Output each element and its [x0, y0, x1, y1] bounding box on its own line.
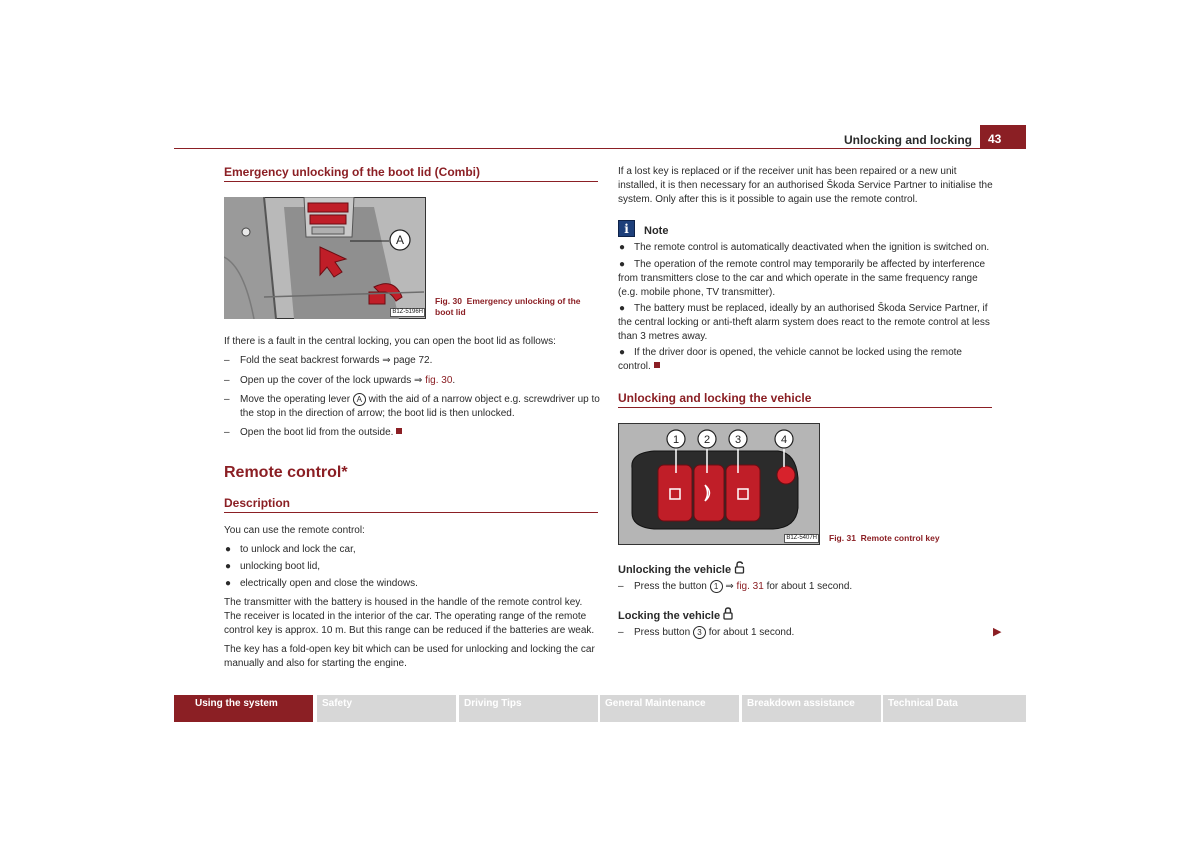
callout-a: A [395, 233, 405, 247]
note-item-interference: ● The operation of the remote control may temporarily be affected by interference from transmitters close to the car and which operate in the same frequency range (e.g. mobile phone, TV transmitter). [618, 259, 986, 298]
nav-tab-general-maintenance[interactable]: General Maintenance [600, 695, 739, 722]
note-item-deactivated: ● The remote control is automatically deactivated when the ignition is switched on. [619, 242, 990, 253]
step-open-cover: – Open up the cover of the lock upwards ⇒ fig. 30. [224, 375, 456, 386]
figure-code: B1Z-5196H [392, 309, 423, 315]
unlocking-vehicle-heading: Unlocking the vehicle [618, 561, 746, 576]
end-marker [654, 362, 660, 368]
bullet-boot-lid: ● unlocking boot lid, [225, 561, 321, 572]
unlocked-padlock-icon [734, 561, 746, 574]
step-move-lever: – Move the operating lever A with the aid of a narrow object e.g. screwdriver up to the stop in the direction of arrow; the boot lid is then unlocked. [224, 394, 600, 419]
nav-tab-safety[interactable]: Safety [317, 695, 456, 722]
caption-text: Emergency unlocking of the boot lid [435, 296, 581, 317]
nav-tab-breakdown-assistance[interactable]: Breakdown assistance [742, 695, 881, 722]
nav-tab-driving-tips[interactable]: Driving Tips [459, 695, 598, 722]
nav-tab-using-the-system[interactable]: Using the system [174, 695, 313, 722]
key-bit-paragraph: The key has a fold-open key bit which can be used for unlocking and locking the car manually and also for starting the engine. [224, 644, 595, 669]
figure-31-remote-key [618, 423, 820, 545]
note-item-driver-door: ● If the driver door is opened, the vehicle cannot be locked using the remote control. [618, 347, 962, 372]
section-rule [224, 512, 598, 513]
remote-control-heading: Remote control* [224, 464, 348, 481]
callout-a-inline: A [353, 393, 366, 406]
fig-31-link[interactable]: fig. 31 [733, 581, 764, 592]
note-item-battery: ● The battery must be replaced, ideally by an authorised Škoda Service Partner, if the central locking or anti-theft alarm system does react to the remote control at less than 3 metres away. [618, 303, 990, 342]
callout-3: 3 [734, 434, 742, 446]
unlocking-locking-heading: Unlocking and locking the vehicle [618, 391, 812, 405]
caption-number: Fig. 31 [829, 533, 856, 543]
figure-31-caption [829, 533, 989, 544]
callout-1-inline: 1 [710, 580, 723, 593]
emergency-intro: If there is a fault in the central locking, you can open the boot lid as follows: [224, 336, 556, 347]
info-icon: i [618, 220, 635, 237]
page-number: 43 [980, 125, 1026, 148]
step-open-boot: – Open the boot lid from the outside. [224, 426, 600, 440]
end-marker [396, 428, 402, 434]
callout-2: 2 [703, 434, 711, 446]
callout-1: 1 [672, 434, 680, 446]
caption-text: Remote control key [860, 533, 940, 543]
locking-vehicle-heading: Locking the vehicle [618, 607, 733, 622]
figure-code: B1Z-5407H [786, 535, 817, 541]
section-rule [224, 181, 598, 182]
locked-padlock-icon [723, 607, 733, 620]
bullet-windows: ● electrically open and close the windows. [225, 578, 418, 589]
bullet-unlock-lock: ● to unlock and lock the car, [225, 544, 356, 555]
step-fold-seat: – Fold the seat backrest forwards ⇒ page 72. [224, 355, 433, 366]
remote-intro: You can use the remote control: [224, 525, 365, 536]
remote-key-illustration [618, 423, 820, 545]
callout-4: 4 [780, 434, 788, 446]
figure-30-caption [435, 296, 595, 318]
running-title: Unlocking and locking [843, 133, 972, 147]
figure-30-boot-lid [224, 197, 426, 319]
note-title: Note [644, 225, 669, 237]
initialise-paragraph: If a lost key is replaced or if the receiver unit has been repaired or a new unit installed, it is then necessary for an authorised Škoda Service Partner to initialise the system. Only after this is it possible to again use the remote control. [618, 166, 993, 205]
boot-lid-illustration [224, 197, 426, 319]
callout-3-inline: 3 [693, 626, 706, 639]
description-heading: Description [224, 496, 291, 510]
step-press-button-3: – Press button 3 for about 1 second. [618, 627, 795, 638]
continue-arrow-icon: ▶ [993, 626, 1002, 638]
header-rule [174, 148, 1026, 149]
caption-number: Fig. 30 [435, 296, 462, 306]
transmitter-paragraph: The transmitter with the battery is housed in the handle of the remote control key. The receiver is located in the interior of the car. The operating range of the remote control key is approx. 10 m. But this range can be reduced if the batteries are weak. [224, 597, 595, 636]
section-heading-emergency-unlocking: Emergency unlocking of the boot lid (Combi) [224, 165, 481, 179]
fig-30-link[interactable]: fig. 30 [422, 375, 453, 386]
section-rule [618, 407, 992, 408]
step-press-button-1: – Press the button 1 ⇒ fig. 31 for about 1 second. [618, 581, 853, 592]
nav-tab-technical-data[interactable]: Technical Data [883, 695, 1026, 722]
